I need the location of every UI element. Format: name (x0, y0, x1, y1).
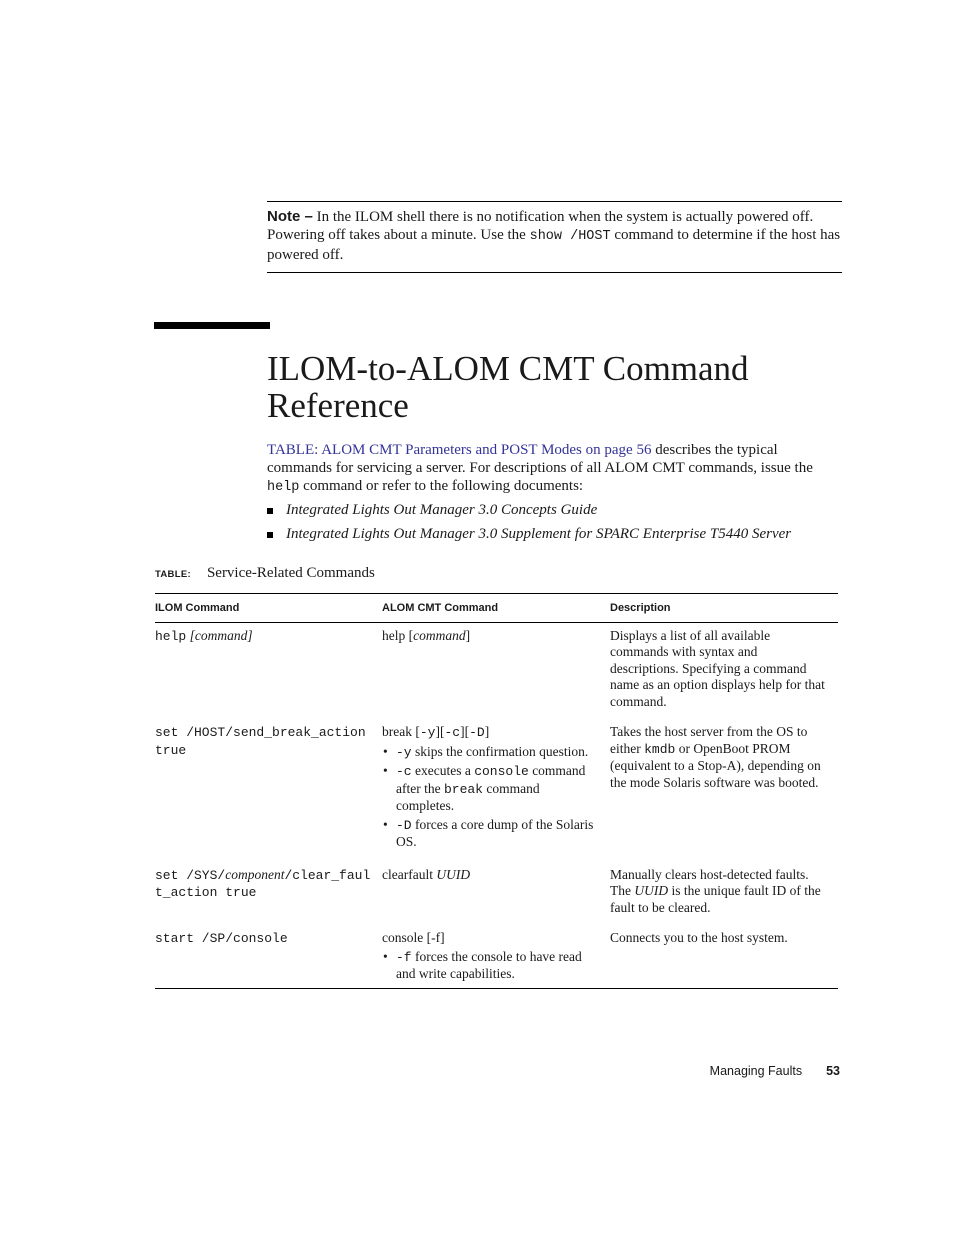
section-title: ILOM-to-ALOM CMT Command Reference (267, 349, 749, 425)
option-text: forces the console to have read and write capabilities. (396, 948, 582, 981)
note-text: In the ILOM shell there is no notification when the system is actually powered off. Powering off takes about a minute. Use the (267, 209, 814, 243)
ilom-argument: [command] (189, 627, 253, 643)
note-text-end: command to determine if the host has powered off. (267, 227, 841, 263)
intro-text-end: command or refer to the following documents: (299, 478, 584, 494)
ilom-cell (155, 862, 382, 926)
ilom-command: start /SP/console (155, 931, 288, 946)
intro-code: help (267, 480, 300, 495)
alom-command-end: ] (465, 627, 471, 643)
column-header-alom: ALOM CMT Command (382, 594, 610, 623)
page-footer (710, 1064, 840, 1078)
page-number: 53 (826, 1064, 840, 1078)
description-text: or OpenBoot PROM (equivalent to a Stop-A), depending on the mode Solaris software was booted. (610, 740, 821, 790)
list-item (382, 817, 600, 851)
alom-command-part: ][ (460, 724, 470, 739)
footer-chapter: Managing Faults (709, 1064, 803, 1078)
intro-paragraph (267, 441, 842, 497)
alom-command (382, 724, 600, 742)
option-code: -c (396, 764, 412, 779)
list-item (382, 763, 600, 815)
table-reference-link[interactable]: TABLE: ALOM CMT Parameters and POST Modes on page 56 (267, 442, 652, 458)
alom-argument: UUID (436, 866, 471, 882)
description-code: kmdb (644, 741, 676, 757)
option-text: forces a core dump of the Solaris OS. (396, 816, 594, 849)
alom-command-part: break [ (382, 724, 420, 739)
option-text: command after the (396, 763, 586, 796)
service-commands-table (155, 593, 838, 989)
column-header-description: Description (610, 594, 838, 623)
alom-command-part: ][ (435, 724, 445, 739)
alom-option: -D (469, 725, 485, 740)
alom-cell (382, 622, 610, 719)
table-row (155, 622, 838, 719)
list-item (267, 501, 847, 525)
ilom-command: set /SYS/ (155, 867, 226, 883)
note-box (267, 201, 842, 273)
alom-command: console [-f] (382, 930, 445, 945)
alom-cell (382, 925, 610, 988)
ilom-argument: component (225, 866, 285, 882)
intro-text: describes the typical commands for servicing a server. For descriptions of all ALOM CMT commands, issue the (267, 442, 813, 476)
table-row (155, 862, 838, 926)
description-cell (610, 719, 838, 862)
description-text: Manually clears host-detected faults. The (610, 866, 809, 898)
table-caption-text: Service-Related Commands (206, 565, 375, 581)
table-header-row (155, 594, 838, 623)
ilom-command-end: /clear_fault_action true (155, 867, 371, 900)
ilom-cell (155, 925, 382, 988)
ilom-command: set /HOST/send_break_action true (155, 725, 366, 758)
description-argument: UUID (634, 883, 669, 898)
list-item (382, 949, 600, 983)
option-list (382, 744, 600, 851)
alom-cell (382, 862, 610, 926)
description-text: is the unique fault ID of the fault to be cleared. (610, 883, 821, 915)
note-code: show /HOST (529, 229, 611, 244)
alom-argument: command (413, 627, 466, 643)
option-code: -y (396, 744, 412, 760)
description-cell (610, 862, 838, 926)
description-cell: Displays a list of all available commands with syntax and descriptions. Specifying a command name as an option displays help for that command. (610, 627, 825, 709)
option-text: executes a (411, 763, 475, 778)
table-row (155, 925, 838, 988)
document-title: Integrated Lights Out Manager 3.0 Concepts Guide (286, 502, 598, 518)
option-code: break (443, 781, 483, 797)
option-list (382, 949, 600, 983)
table-row (155, 719, 838, 862)
description-cell: Connects you to the host system. (610, 925, 838, 988)
document-list (267, 501, 847, 549)
alom-command: clearfault (382, 866, 437, 882)
description-text: Takes the host server from the OS to either (610, 724, 808, 756)
option-text: skips the confirmation question. (411, 743, 589, 759)
ilom-cell (155, 622, 382, 719)
ilom-command: help (155, 628, 187, 644)
option-code: -f (396, 949, 412, 965)
section-rule (154, 322, 270, 329)
option-code: console (474, 764, 529, 779)
table-caption (155, 565, 375, 582)
alom-command-part: ] (484, 724, 490, 739)
column-header-ilom: ILOM Command (155, 594, 382, 623)
document-title: Integrated Lights Out Manager 3.0 Supplement for SPARC Enterprise T5440 Server (286, 526, 792, 542)
option-text: command completes. (396, 780, 540, 813)
alom-command: help [ (382, 627, 414, 643)
alom-option: -y (419, 725, 436, 740)
alom-option: -c (444, 725, 461, 740)
table-caption-label: TABLE: (155, 569, 191, 580)
alom-cell (382, 719, 610, 862)
square-bullet-icon (267, 532, 273, 538)
ilom-cell (155, 719, 382, 862)
note-label: Note – (267, 208, 313, 225)
list-item (267, 525, 847, 549)
option-code: -D (396, 817, 412, 833)
square-bullet-icon (267, 508, 273, 514)
list-item (382, 744, 600, 762)
